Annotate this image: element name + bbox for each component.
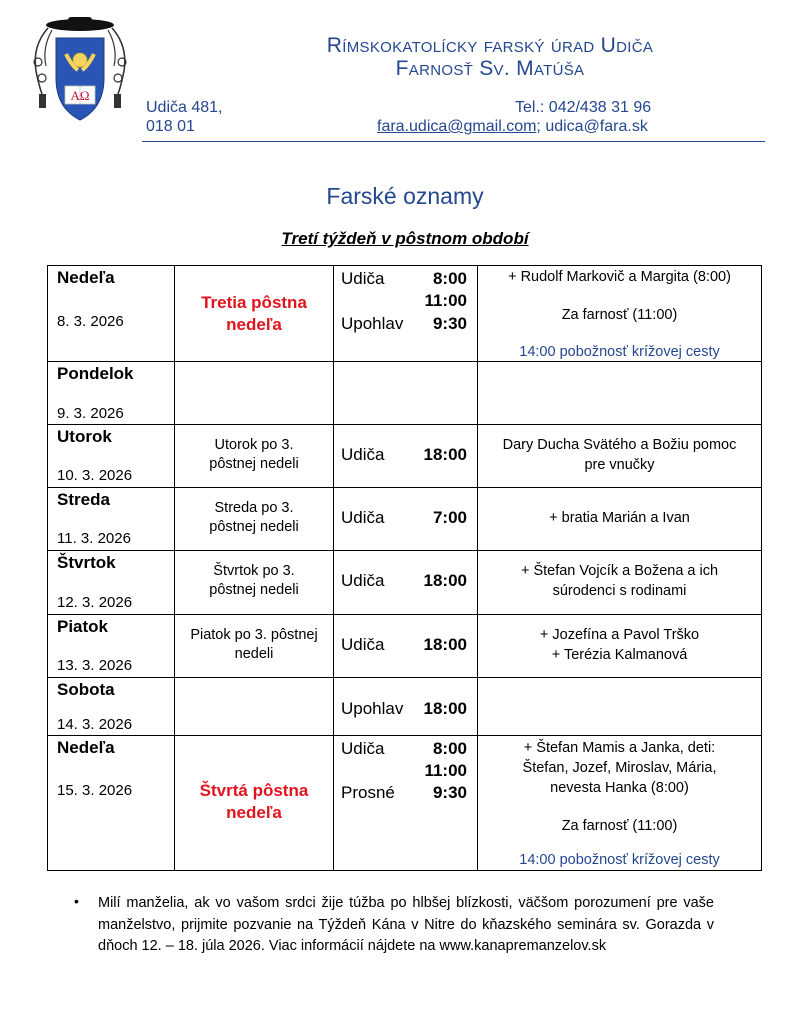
mass-time: 18:00	[423, 445, 467, 464]
mass-intention: Štefan, Jozef, Miroslav, Mária,	[522, 760, 717, 776]
feast-cell	[175, 488, 334, 551]
mass-time-cell	[334, 425, 478, 488]
liturgical-day-line: nedeli	[234, 646, 274, 662]
feast-cell	[175, 551, 334, 615]
table-row	[48, 362, 762, 425]
table-row	[48, 678, 762, 736]
phone-number: Tel.: 042/438 31 96	[515, 99, 652, 116]
day-name: Utorok	[57, 427, 112, 446]
mass-time-cell	[334, 266, 478, 362]
mass-place: Udiča	[341, 571, 385, 590]
mass-time-cell	[334, 615, 478, 678]
parish-name: Farnosť Sv. Matúša	[395, 57, 585, 80]
liturgical-day-line: pôstnej nedeli	[209, 456, 299, 472]
header-divider	[142, 141, 765, 142]
mass-place: Udiča	[341, 445, 385, 464]
day-date: 12. 3. 2026	[57, 594, 133, 611]
email-line	[377, 118, 648, 136]
liturgical-day-line: pôstnej nedeli	[209, 582, 299, 598]
parish-office-name: Rímskokatolícky farský úrad Udiča	[326, 34, 654, 57]
intention-cell	[478, 736, 762, 871]
intention-cell	[478, 678, 762, 736]
mass-intention: + Štefan Mamis a Janka, deti:	[523, 740, 716, 756]
mass-time: 18:00	[423, 571, 467, 590]
table-row	[48, 615, 762, 678]
parish-coat-of-arms-logo	[22, 16, 138, 124]
mass-time-cell	[334, 736, 478, 871]
day-date: 11. 3. 2026	[57, 530, 131, 547]
mass-intention: + bratia Marián a Ivan	[549, 510, 690, 526]
page-title: Farské oznamy	[326, 183, 484, 209]
mass-time: 9:30	[432, 783, 467, 802]
day-date: 13. 3. 2026	[57, 657, 133, 674]
day-cell	[48, 678, 175, 736]
mass-time: 11:00	[424, 291, 467, 310]
address-line-2: 018 01	[146, 118, 195, 135]
bullet-icon: •	[74, 893, 79, 909]
mass-place: Udiča	[341, 635, 385, 654]
mass-intention: nevesta Hanka (8:00)	[550, 780, 689, 796]
table-row	[48, 488, 762, 551]
day-cell	[48, 425, 175, 488]
table-row	[48, 551, 762, 615]
day-date: 15. 3. 2026	[57, 782, 133, 799]
day-name: Nedeľa	[57, 738, 115, 757]
day-date: 9. 3. 2026	[57, 405, 124, 422]
mass-time-cell	[334, 551, 478, 615]
day-cell	[48, 362, 175, 425]
mass-intention: + Jozefína a Pavol Trško	[539, 627, 700, 643]
intention-cell	[478, 615, 762, 678]
liturgical-day-line: pôstnej nedeli	[209, 519, 299, 535]
intention-cell	[478, 488, 762, 551]
day-name: Sobota	[57, 680, 115, 699]
feast-cell	[175, 362, 334, 425]
mass-intention: + Rudolf Markovič a Margita (8:00)	[508, 269, 731, 285]
liturgical-day-line: Štvrtok po 3.	[213, 563, 295, 579]
mass-intention: Dary Ducha Svätého a Božiu pomoc	[502, 437, 737, 453]
mass-place: Udiča	[341, 508, 385, 527]
feast-cell	[175, 678, 334, 736]
feast-cell	[175, 615, 334, 678]
mass-time: 18:00	[423, 635, 467, 654]
day-name: Piatok	[57, 617, 109, 636]
mass-time: 11:00	[424, 761, 467, 780]
announcement-text: Milí manželia, ak vo vašom srdci žije túžba po hlbšej blízkosti, väčšom porozumení pre vaše manželstvo, prijmite pozvanie na Týždeň Kána v Nitre do kňazského seminára sv. Gorazda v dňoch 12. – 18. júla 2026. Viac informácií nájdete na www.kanapremanzelov.sk	[98, 895, 714, 954]
day-name: Pondelok	[57, 364, 134, 383]
day-date: 10. 3. 2026	[57, 467, 133, 484]
mass-time-cell	[334, 678, 478, 736]
intention-cell	[478, 551, 762, 615]
intention-cell	[478, 266, 762, 362]
feast-name-line: Tretia pôstna	[201, 293, 307, 312]
mass-schedule-table	[47, 265, 762, 871]
liturgical-day-line: Utorok po 3.	[214, 437, 294, 453]
table-row	[48, 266, 762, 362]
mass-intention: Za farnosť (11:00)	[561, 307, 678, 323]
feast-name-line: Štvrtá pôstna	[199, 781, 309, 800]
page-subtitle: Tretí týždeň v pôstnom období	[281, 229, 529, 248]
mass-intention: + Terézia Kalmanová	[551, 647, 688, 663]
feast-cell	[175, 425, 334, 488]
day-name: Štvrtok	[57, 553, 116, 572]
table-row	[48, 425, 762, 488]
mass-time: 9:30	[432, 314, 467, 333]
mass-intention: Za farnosť (11:00)	[561, 818, 678, 834]
table-row	[48, 736, 762, 871]
email-link[interactable]: fara.udica@gmail.com	[377, 118, 537, 135]
day-date: 14. 3. 2026	[57, 716, 133, 733]
feast-name-line: nedeľa	[226, 803, 282, 822]
devotion-note: 14:00 pobožnosť krížovej cesty	[519, 852, 720, 868]
day-cell	[48, 736, 175, 871]
mass-time-cell	[334, 362, 478, 425]
day-date: 8. 3. 2026	[57, 313, 124, 330]
intention-cell	[478, 362, 762, 425]
mass-place: Upohlav	[341, 699, 404, 718]
mass-intention: pre vnučky	[584, 457, 655, 473]
mass-place: Upohlav	[341, 314, 404, 333]
mass-place: Udiča	[341, 269, 385, 288]
mass-time: 8:00	[432, 739, 467, 758]
day-cell	[48, 488, 175, 551]
email-secondary: ; udica@fara.sk	[536, 118, 648, 135]
day-cell	[48, 615, 175, 678]
intention-cell	[478, 425, 762, 488]
day-name: Streda	[57, 490, 110, 509]
feast-cell	[175, 736, 334, 871]
feast-cell	[175, 266, 334, 362]
liturgical-day-line: Piatok po 3. pôstnej	[190, 627, 318, 643]
mass-time-cell	[334, 488, 478, 551]
day-cell	[48, 266, 175, 362]
devotion-note: 14:00 pobožnosť krížovej cesty	[519, 344, 720, 360]
mass-place: Udiča	[341, 739, 385, 758]
mass-intention: súrodenci s rodinami	[552, 583, 687, 599]
address-line-1: Udiča 481,	[146, 99, 223, 116]
mass-place: Prosné	[341, 783, 395, 802]
mass-time: 8:00	[432, 269, 467, 288]
day-cell	[48, 551, 175, 615]
mass-time: 18:00	[423, 699, 467, 718]
mass-time: 7:00	[432, 508, 467, 527]
day-name: Nedeľa	[57, 268, 115, 287]
liturgical-day-line: Streda po 3.	[214, 500, 294, 516]
feast-name-line: nedeľa	[226, 315, 282, 334]
alpha-omega-logo-text: AΩ	[70, 88, 90, 103]
mass-intention: + Štefan Vojcík a Božena a ich	[520, 563, 719, 579]
